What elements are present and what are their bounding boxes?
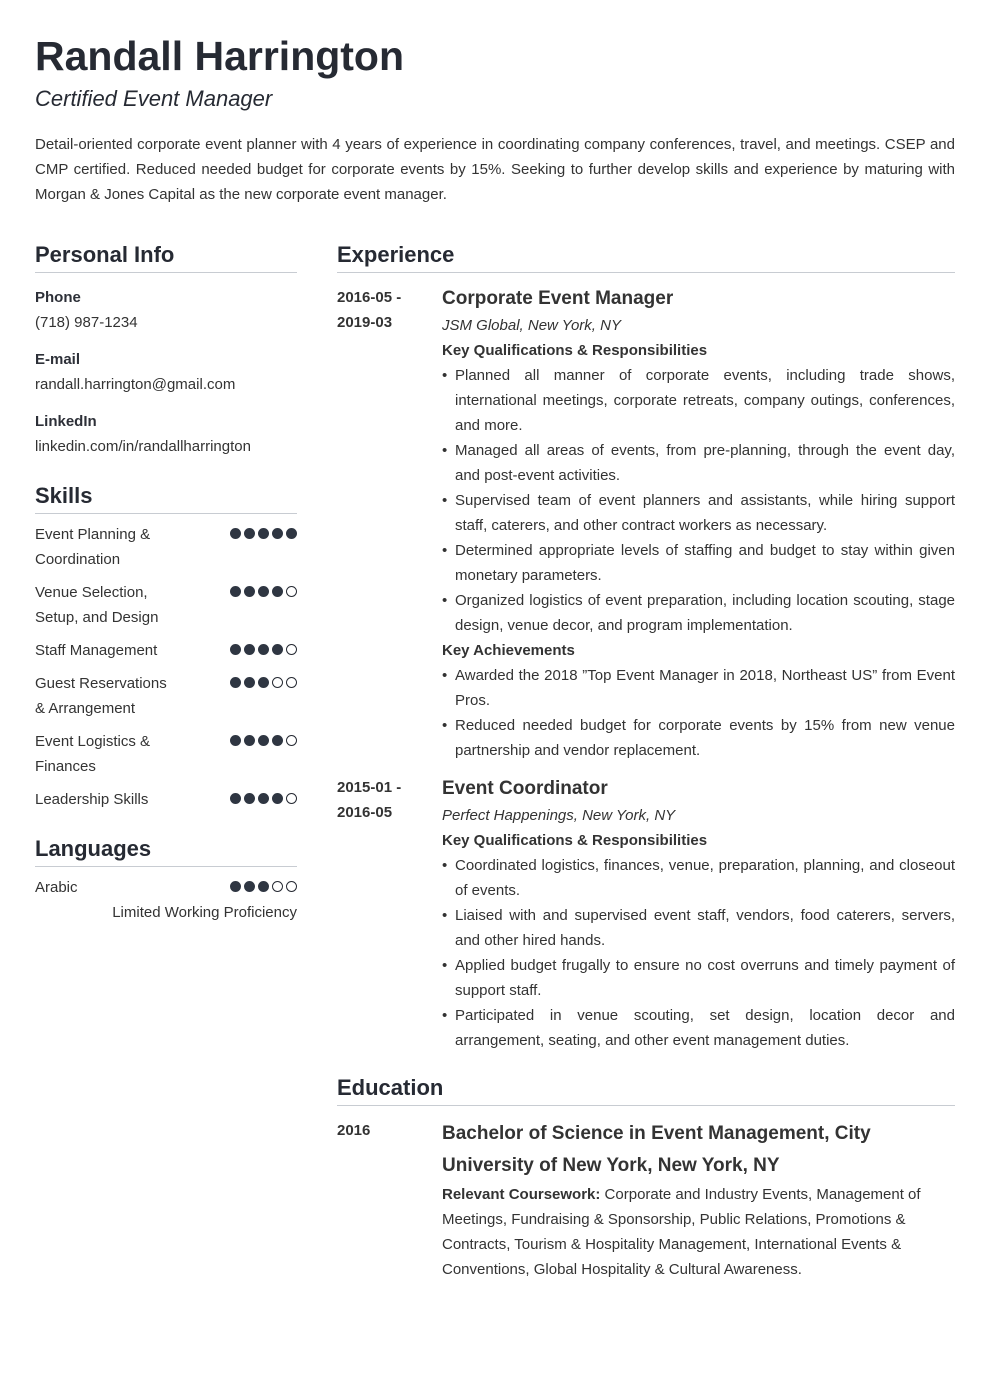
job-title: Corporate Event Manager xyxy=(442,288,674,309)
skill-name: Leadership Skills xyxy=(35,791,149,808)
education-heading: Education xyxy=(337,1073,955,1106)
filled-dot-icon xyxy=(258,793,269,804)
job-company: Perfect Happenings, New York, NY xyxy=(442,807,676,824)
skill-rating xyxy=(230,677,297,688)
filled-dot-icon xyxy=(244,644,255,655)
language-proficiency: Limited Working Proficiency xyxy=(112,904,297,921)
personal-info-heading: Personal Info xyxy=(35,240,297,273)
education-section xyxy=(337,1073,955,1282)
coursework-label: Relevant Coursework: xyxy=(442,1186,601,1203)
list-item: • Organized logistics of event preparation, including location scouting, stage design, venue decor, and program implementation. xyxy=(442,588,955,638)
list-item: • Planned all manner of corporate events, including trade shows, international meetings, corporate retreats, company outings, conferences, and more. xyxy=(442,363,955,438)
list-item: • Participated in venue scouting, set design, location decor and arrangement, seating, and other event management duties. xyxy=(442,1003,955,1053)
filled-dot-icon xyxy=(258,677,269,688)
skill-rating xyxy=(230,735,297,746)
linkedin-label: LinkedIn xyxy=(35,413,97,430)
languages-section xyxy=(35,834,297,925)
filled-dot-icon xyxy=(230,735,241,746)
filled-dot-icon xyxy=(230,793,241,804)
list-item: • Supervised team of event planners and assistants, while hiring support staff, caterers, and other contract workers as necessary. xyxy=(442,488,955,538)
list-item: • Determined appropriate levels of staffing and budget to stay within given monetary parameters. xyxy=(442,538,955,588)
qualifications-list xyxy=(442,853,955,1053)
list-item: • Managed all areas of events, from pre-planning, through the event day, and post-event activities. xyxy=(442,438,955,488)
skill-name: Event Logistics & Finances xyxy=(35,733,151,775)
empty-dot-icon xyxy=(286,677,297,688)
language-name: Arabic xyxy=(35,879,78,896)
education-list xyxy=(337,1118,955,1282)
filled-dot-icon xyxy=(258,881,269,892)
filled-dot-icon xyxy=(258,644,269,655)
empty-dot-icon xyxy=(286,793,297,804)
skill-item xyxy=(35,787,297,812)
achievements-list xyxy=(442,663,955,763)
skill-item xyxy=(35,638,297,663)
job-details xyxy=(442,775,955,1053)
filled-dot-icon xyxy=(272,735,283,746)
skills-section xyxy=(35,481,297,812)
qualifications-heading: Key Qualifications & Responsibilities xyxy=(442,832,708,849)
skill-rating xyxy=(230,586,297,597)
filled-dot-icon xyxy=(230,644,241,655)
filled-dot-icon xyxy=(230,677,241,688)
email-value: randall.harrington@gmail.com xyxy=(35,376,236,393)
filled-dot-icon xyxy=(258,528,269,539)
list-item: • Liaised with and supervised event staff, vendors, food caterers, servers, and other hired hands. xyxy=(442,903,955,953)
empty-dot-icon xyxy=(286,586,297,597)
coursework-text: Corporate and Industry Events, Management of Meetings, Fundraising & Sponsorship, Public Relations, Promotions & Contracts, Tourism & Hospitality Management, International Events & Conventions, Global Hospitality & Cultural Awareness. xyxy=(442,1186,921,1278)
email-label: E-mail xyxy=(35,351,81,368)
filled-dot-icon xyxy=(272,586,283,597)
skill-name: Staff Management xyxy=(35,642,158,659)
coursework xyxy=(442,1182,955,1282)
skill-name: Venue Selection, Setup, and Design xyxy=(35,584,159,626)
candidate-name: Randall Harrington xyxy=(35,33,405,79)
job-dates: 2015-01 - 2016-05 xyxy=(337,779,402,821)
job-details xyxy=(442,285,955,763)
education-details xyxy=(442,1118,955,1282)
empty-dot-icon xyxy=(272,881,283,892)
skill-rating xyxy=(230,644,297,655)
empty-dot-icon xyxy=(286,881,297,892)
filled-dot-icon xyxy=(244,793,255,804)
right-column xyxy=(337,240,955,1282)
phone-value: (718) 987-1234 xyxy=(35,314,138,331)
skill-item xyxy=(35,729,297,779)
achievements-heading: Key Achievements xyxy=(442,642,575,659)
filled-dot-icon xyxy=(258,586,269,597)
empty-dot-icon xyxy=(272,677,283,688)
degree-title: Bachelor of Science in Event Management, City University of New York, New York, NY xyxy=(442,1123,871,1176)
summary-paragraph: Detail-oriented corporate event planner with 4 years of experience in coordinating company conferences, travel, and meetings. CSEP and CMP certified. Reduced needed budget for corporate events by 15%. Seeking to further develop skills and experience by maturing with Morgan & Jones Capital as the new corporate event manager. xyxy=(35,136,955,203)
experience-heading: Experience xyxy=(337,240,955,273)
skill-rating xyxy=(230,793,297,804)
filled-dot-icon xyxy=(272,528,283,539)
filled-dot-icon xyxy=(272,644,283,655)
candidate-title: Certified Event Manager xyxy=(35,86,273,111)
skill-rating xyxy=(230,528,297,539)
list-item: • Coordinated logistics, finances, venue, preparation, planning, and closeout of events. xyxy=(442,853,955,903)
education-year: 2016 xyxy=(337,1122,371,1139)
filled-dot-icon xyxy=(272,793,283,804)
languages-list xyxy=(35,875,297,925)
skill-name: Guest Reservations & Arrangement xyxy=(35,675,167,717)
language-item xyxy=(35,875,297,900)
language-rating xyxy=(230,881,297,892)
job-dates: 2016-05 - 2019-03 xyxy=(337,289,402,331)
job-title: Event Coordinator xyxy=(442,778,608,799)
list-item: • Applied budget frugally to ensure no cost overruns and timely payment of support staff. xyxy=(442,953,955,1003)
filled-dot-icon xyxy=(258,735,269,746)
filled-dot-icon xyxy=(244,528,255,539)
filled-dot-icon xyxy=(286,528,297,539)
filled-dot-icon xyxy=(244,735,255,746)
skills-list xyxy=(35,522,297,812)
empty-dot-icon xyxy=(286,735,297,746)
education-entry xyxy=(337,1118,955,1282)
filled-dot-icon xyxy=(230,528,241,539)
skill-name: Event Planning & Coordination xyxy=(35,526,151,568)
job-company: JSM Global, New York, NY xyxy=(442,317,621,334)
filled-dot-icon xyxy=(244,881,255,892)
languages-heading: Languages xyxy=(35,834,297,867)
qualifications-heading: Key Qualifications & Responsibilities xyxy=(442,342,708,359)
list-item: • Reduced needed budget for corporate events by 15% from new venue partnership and vendor replacement. xyxy=(442,713,955,763)
skills-heading: Skills xyxy=(35,481,297,514)
job-entry xyxy=(337,285,955,763)
filled-dot-icon xyxy=(230,586,241,597)
job-entry xyxy=(337,775,955,1053)
experience-list xyxy=(337,285,955,1053)
filled-dot-icon xyxy=(244,677,255,688)
filled-dot-icon xyxy=(230,881,241,892)
left-column xyxy=(35,240,297,925)
skill-item xyxy=(35,522,297,572)
qualifications-list xyxy=(442,363,955,638)
phone-label: Phone xyxy=(35,289,81,306)
skill-item xyxy=(35,580,297,630)
linkedin-value: linkedin.com/in/randallharrington xyxy=(35,438,251,455)
skill-item xyxy=(35,671,297,721)
list-item: • Awarded the 2018 ”Top Event Manager in 2018, Northeast US” from Event Pros. xyxy=(442,663,955,713)
empty-dot-icon xyxy=(286,644,297,655)
filled-dot-icon xyxy=(244,586,255,597)
